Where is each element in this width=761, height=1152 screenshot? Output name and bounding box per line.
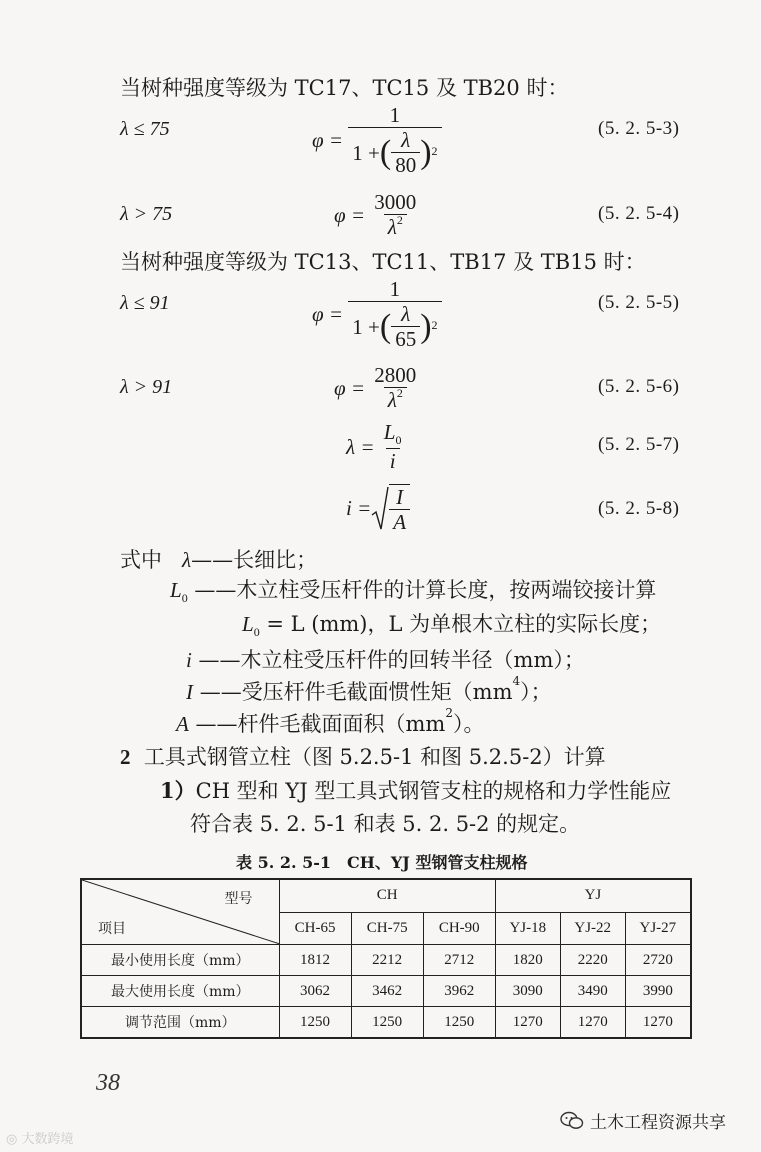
table-cell: 1812 <box>279 945 351 976</box>
model-header: CH-90 <box>423 912 495 945</box>
condition-5-2-5-5: λ ≤ 91 <box>120 292 170 314</box>
table-caption: 表 5. 2. 5-1 CH、YJ 型钢管支柱规格 <box>236 853 528 872</box>
model-header: YJ-18 <box>495 912 560 945</box>
group-header-ch: CH <box>279 879 495 912</box>
table-corner-cell <box>81 879 279 945</box>
table-cell: 1250 <box>279 1007 351 1039</box>
intro-text-1: 当树种强度等级为 TC17、TC15 及 TB20 时： <box>120 76 569 100</box>
row-label: 最大使用长度（mm） <box>81 976 279 1007</box>
formula-5-2-5-6: φ = $\frac{2800}{\lambda^2}$ <box>334 363 417 413</box>
wechat-icon <box>560 1111 584 1131</box>
equation-number-5-2-5-4: (5. 2. 5-4) <box>598 203 680 224</box>
model-header: YJ-27 <box>625 912 691 945</box>
sub-item-1-line-1: 1）CH 型和 YJ 型工具式钢管支柱的规格和力学性能应 <box>160 778 672 803</box>
model-header: CH-65 <box>279 912 351 945</box>
sub-item-1-line-2: 符合表 5. 2. 5-1 和表 5. 2. 5-2 的规定。 <box>190 812 581 836</box>
where-clause-lambda: 式中 λ——长细比； <box>120 548 318 572</box>
equation-number-5-2-5-7: (5. 2. 5-7) <box>598 434 680 455</box>
section-item-2: 2 工具式钢管立柱（图 5.2.5-1 和图 5.2.5-2）计算 <box>120 745 606 769</box>
watermark-logo-icon: ◎ <box>6 1132 18 1147</box>
table-cell: 2220 <box>560 945 625 976</box>
condition-5-2-5-3: λ ≤ 75 <box>120 118 170 140</box>
equation-number-5-2-5-8: (5. 2. 5-8) <box>598 498 680 519</box>
table-cell: 3090 <box>495 976 560 1007</box>
sqrt-sign-icon <box>371 485 389 533</box>
where-clause-A: A ——杆件毛截面面积$(mm^2)$。 <box>176 706 485 736</box>
table-cell: 2712 <box>423 945 495 976</box>
condition-5-2-5-4: λ > 75 <box>120 203 173 225</box>
table-cell: 1270 <box>560 1007 625 1039</box>
watermark-right: 土木工程资源共享 <box>560 1108 726 1133</box>
table-cell: 1250 <box>423 1007 495 1039</box>
group-header-yj: YJ <box>495 879 691 912</box>
where-clause-I: I ——受压杆件毛截面惯性矩$(mm^4)$； <box>186 674 552 704</box>
formula-5-2-5-7: λ = $\frac{L_0}{i}$ <box>346 420 402 473</box>
row-label: 调节范围（mm） <box>81 1007 279 1039</box>
table-cell: 2212 <box>351 945 423 976</box>
table-cell: 3062 <box>279 976 351 1007</box>
watermark-left: ◎ 大数跨境 <box>6 1132 74 1147</box>
table-cell: 3462 <box>351 976 423 1007</box>
table-cell: 1270 <box>625 1007 691 1039</box>
table-row <box>81 1007 691 1039</box>
table-header-group-row <box>81 879 691 912</box>
table-cell: 2720 <box>625 945 691 976</box>
model-header: CH-75 <box>351 912 423 945</box>
model-header: YJ-22 <box>560 912 625 945</box>
condition-5-2-5-6: λ > 91 <box>120 376 173 398</box>
formula-5-2-5-8: i = $\frac{I}{A}$ <box>346 482 410 535</box>
corner-item-label: 项目 <box>98 921 126 937</box>
where-clause-i: i ——木立柱受压杆件的回转半径（mm）； <box>186 648 585 672</box>
table-cell: 3962 <box>423 976 495 1007</box>
equation-number-5-2-5-6: (5. 2. 5-6) <box>598 376 680 397</box>
formula-5-2-5-4: φ = $\frac{3000}{\lambda^2}$ <box>334 190 417 240</box>
formula-5-2-5-3: φ = 1 1 + ( $\frac{\lambda}{80}$ ) 2 <box>312 103 442 178</box>
corner-model-label: 型号 <box>224 891 253 907</box>
row-label: 最小使用长度（mm） <box>81 945 279 976</box>
table-cell: 1250 <box>351 1007 423 1039</box>
equation-number-5-2-5-3: (5. 2. 5-3) <box>598 118 680 139</box>
where-clause-L0: $L_0$ ——木立柱受压杆件的计算长度，按两端铰接计算 <box>170 578 657 606</box>
table-cell: 1820 <box>495 945 560 976</box>
equation-number-5-2-5-5: (5. 2. 5-5) <box>598 292 680 313</box>
table-cell: 3490 <box>560 976 625 1007</box>
table-row <box>81 945 691 976</box>
intro-text-2: 当树种强度等级为 TC13、TC11、TB17 及 TB15 时： <box>120 250 646 274</box>
spec-table <box>80 878 692 1039</box>
where-clause-L0-continued: $L_0 = L$ (mm)，L 为单根木立柱的实际长度； <box>242 612 662 640</box>
formula-5-2-5-5: φ = 1 1 + ( $\frac{\lambda}{65}$ ) 2 <box>312 277 442 352</box>
table-cell: 1270 <box>495 1007 560 1039</box>
page-number: 38 <box>96 1070 120 1096</box>
table-row <box>81 976 691 1007</box>
table-cell: 3990 <box>625 976 691 1007</box>
